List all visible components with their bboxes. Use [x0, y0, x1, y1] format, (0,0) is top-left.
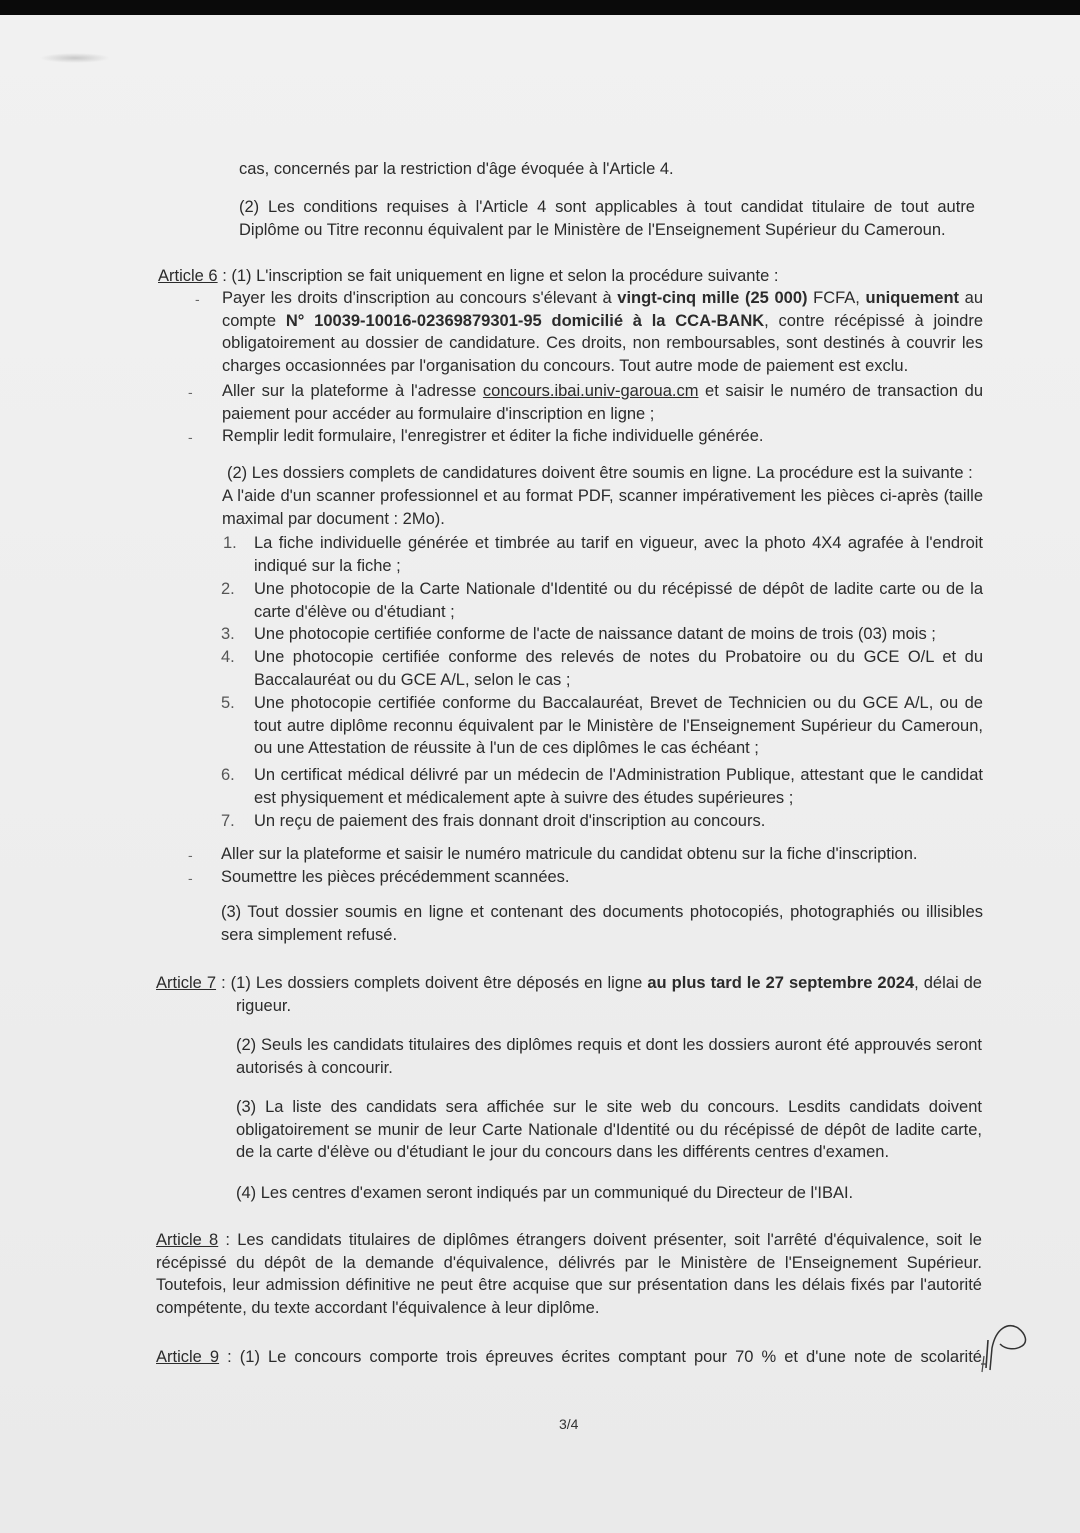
deadline: au plus tard le 27 septembre 2024: [647, 974, 915, 992]
article-6-matricule-bullet: Aller sur la plateforme et saisir le numéro matricule du candidat obtenu sur la fiche d'inscription.: [221, 845, 918, 863]
list-number: 4.: [221, 648, 235, 666]
article-6-label: Article 6: [158, 267, 218, 285]
list-number: 1.: [223, 534, 237, 552]
article-7-section-1: Article 7 : (1) Les dossiers complets doivent être déposés en ligne au plus tard le 27 septembre 2024, délai de rigueur.: [156, 974, 982, 1015]
document-page: [0, 15, 1080, 1533]
article-7-label: Article 7: [156, 974, 217, 992]
list-item: Une photocopie certifiée conforme de l'acte de naissance datant de moins de trois (03) mois ;: [254, 625, 936, 643]
list-number: 7.: [221, 812, 235, 830]
article-6-payment-bullet: Payer les droits d'inscription au concours s'élevant à vingt-cinq mille (25 000) FCFA, uniquement au compte N° 10039-10016-02369879301-95 domicilié à la CCA-BANK, contre récépissé à joindre obligatoirement au dossier de candidature. Ces droits, non remboursables, sont destinés à couvrir les charges occasionnées par l'organisation du concours. Tout autre mode de paiement est exclu.: [222, 289, 983, 375]
list-number: 5.: [221, 694, 235, 712]
only-label: uniquement: [865, 289, 960, 307]
article-6-submit-bullet: Soumettre les pièces précédemment scannées.: [221, 868, 570, 886]
article-7-section-4: (4) Les centres d'examen seront indiqués par un communiqué du Directeur de l'IBAI.: [236, 1184, 854, 1202]
article-9: Article 9 : (1) Le concours comporte trois épreuves écrites comptant pour 70 % et d'une note de scolarité: [156, 1348, 982, 1366]
article-6-intro: Article 6 : (1) L'inscription se fait uniquement en ligne et selon la procédure suivante :: [158, 267, 779, 285]
paragraph-equivalent-diploma: (2) Les conditions requises à l'Article 4 sont applicables à tout candidat titulaire de tout autre Diplôme ou Titre reconnu équivalent par le Ministère de l'Enseignement Supérieur du Cameroun.: [239, 198, 975, 239]
article-7-section-3: (3) La liste des candidats sera affichée sur le site web du concours. Lesdits candidats doivent obligatoirement se munir de leur Carte Nationale d'Identité ou du récépissé de dépôt de ladite carte, de la carte d'élève ou d'étudiant le jour du concours dans les différents centres d'examen.: [236, 1098, 982, 1162]
scan-smudge: [40, 53, 110, 63]
list-item: Une photocopie de la Carte Nationale d'Identité ou du récépissé de dépôt de ladite carte ou de la carte d'élève ou d'étudiant ;: [254, 580, 983, 621]
article-6-scan-instruction: A l'aide d'un scanner professionnel et au format PDF, scanner impérativement les pièces ci-après (taille maximal par document : 2Mo).: [222, 487, 983, 528]
bullet-dash: -: [188, 870, 193, 886]
fee-amount: vingt-cinq mille (25 000): [617, 289, 808, 307]
bullet-dash: -: [188, 429, 193, 445]
page-number: 3/4: [559, 1416, 579, 1432]
article-6-platform-bullet: Aller sur la plateforme à l'adresse concours.ibai.univ-garoua.cm et saisir le numéro de transaction du paiement pour accéder au formulaire d'inscription en ligne ;: [222, 382, 983, 423]
bullet-dash: -: [188, 847, 193, 863]
list-item: Une photocopie certifiée conforme du Baccalauréat, Brevet de Technicien ou du GCE A/L, ou de tout autre diplôme reconnu équivalent par le Ministère de l'Enseignement Supérieur du Cameroun, ou une Attestation de réussite à l'un de ces diplômes le cas échéant ;: [254, 694, 983, 758]
article-6-section-2-intro: (2) Les dossiers complets de candidatures doivent être soumis en ligne. La procédure est la suivante :: [227, 464, 973, 482]
handwritten-initials: [978, 1320, 1033, 1375]
article-9-label: Article 9: [156, 1348, 220, 1366]
list-item: Un certificat médical délivré par un médecin de l'Administration Publique, attestant que le candidat est physiquement et médicalement apte à suivre des études supérieures ;: [254, 766, 983, 807]
list-item: Un reçu de paiement des frais donnant droit d'inscription au concours.: [254, 812, 766, 830]
list-number: 3.: [221, 625, 235, 643]
list-item: Une photocopie certifiée conforme des relevés de notes du Probatoire ou du GCE O/L et du Baccalauréat ou du GCE A/L, selon le cas ;: [254, 648, 983, 689]
platform-link[interactable]: concours.ibai.univ-garoua.cm: [482, 382, 699, 400]
article-7-section-2: (2) Seuls les candidats titulaires des diplômes requis et dont les dossiers auront été approuvés seront autorisés à concourir.: [236, 1036, 982, 1077]
bullet-dash: -: [195, 291, 200, 307]
paragraph-age-restriction: cas, concernés par la restriction d'âge évoquée à l'Article 4.: [239, 160, 674, 178]
article-8: Article 8 : Les candidats titulaires de diplômes étrangers doivent présenter, soit l'arrêté d'équivalence, soit le récépissé du dépôt de la demande d'équivalence, délivrés par le Ministère de l'Enseignement Supérieur. Toutefois, leur admission définitive ne peut être acquise que sur présentation dans les délais fixés par l'autorité compétente, du texte accordant l'équivalence à leur diplôme.: [156, 1231, 982, 1317]
article-8-label: Article 8: [156, 1231, 219, 1249]
article-6-section-3: (3) Tout dossier soumis en ligne et contenant des documents photocopiés, photographiés ou illisibles sera simplement refusé.: [221, 903, 983, 944]
top-black-bar: [0, 0, 1080, 15]
list-item: La fiche individuelle générée et timbrée au tarif en vigueur, avec la photo 4X4 agrafée à l'endroit indiqué sur la fiche ;: [254, 534, 983, 575]
article-6-form-bullet: Remplir ledit formulaire, l'enregistrer et éditer la fiche individuelle générée.: [222, 427, 764, 445]
list-number: 2.: [221, 580, 235, 598]
list-number: 6.: [221, 766, 235, 784]
bank-account: N° 10039-10016-02369879301-95 domicilié à la CCA-BANK: [285, 311, 765, 330]
bullet-dash: -: [188, 384, 193, 400]
